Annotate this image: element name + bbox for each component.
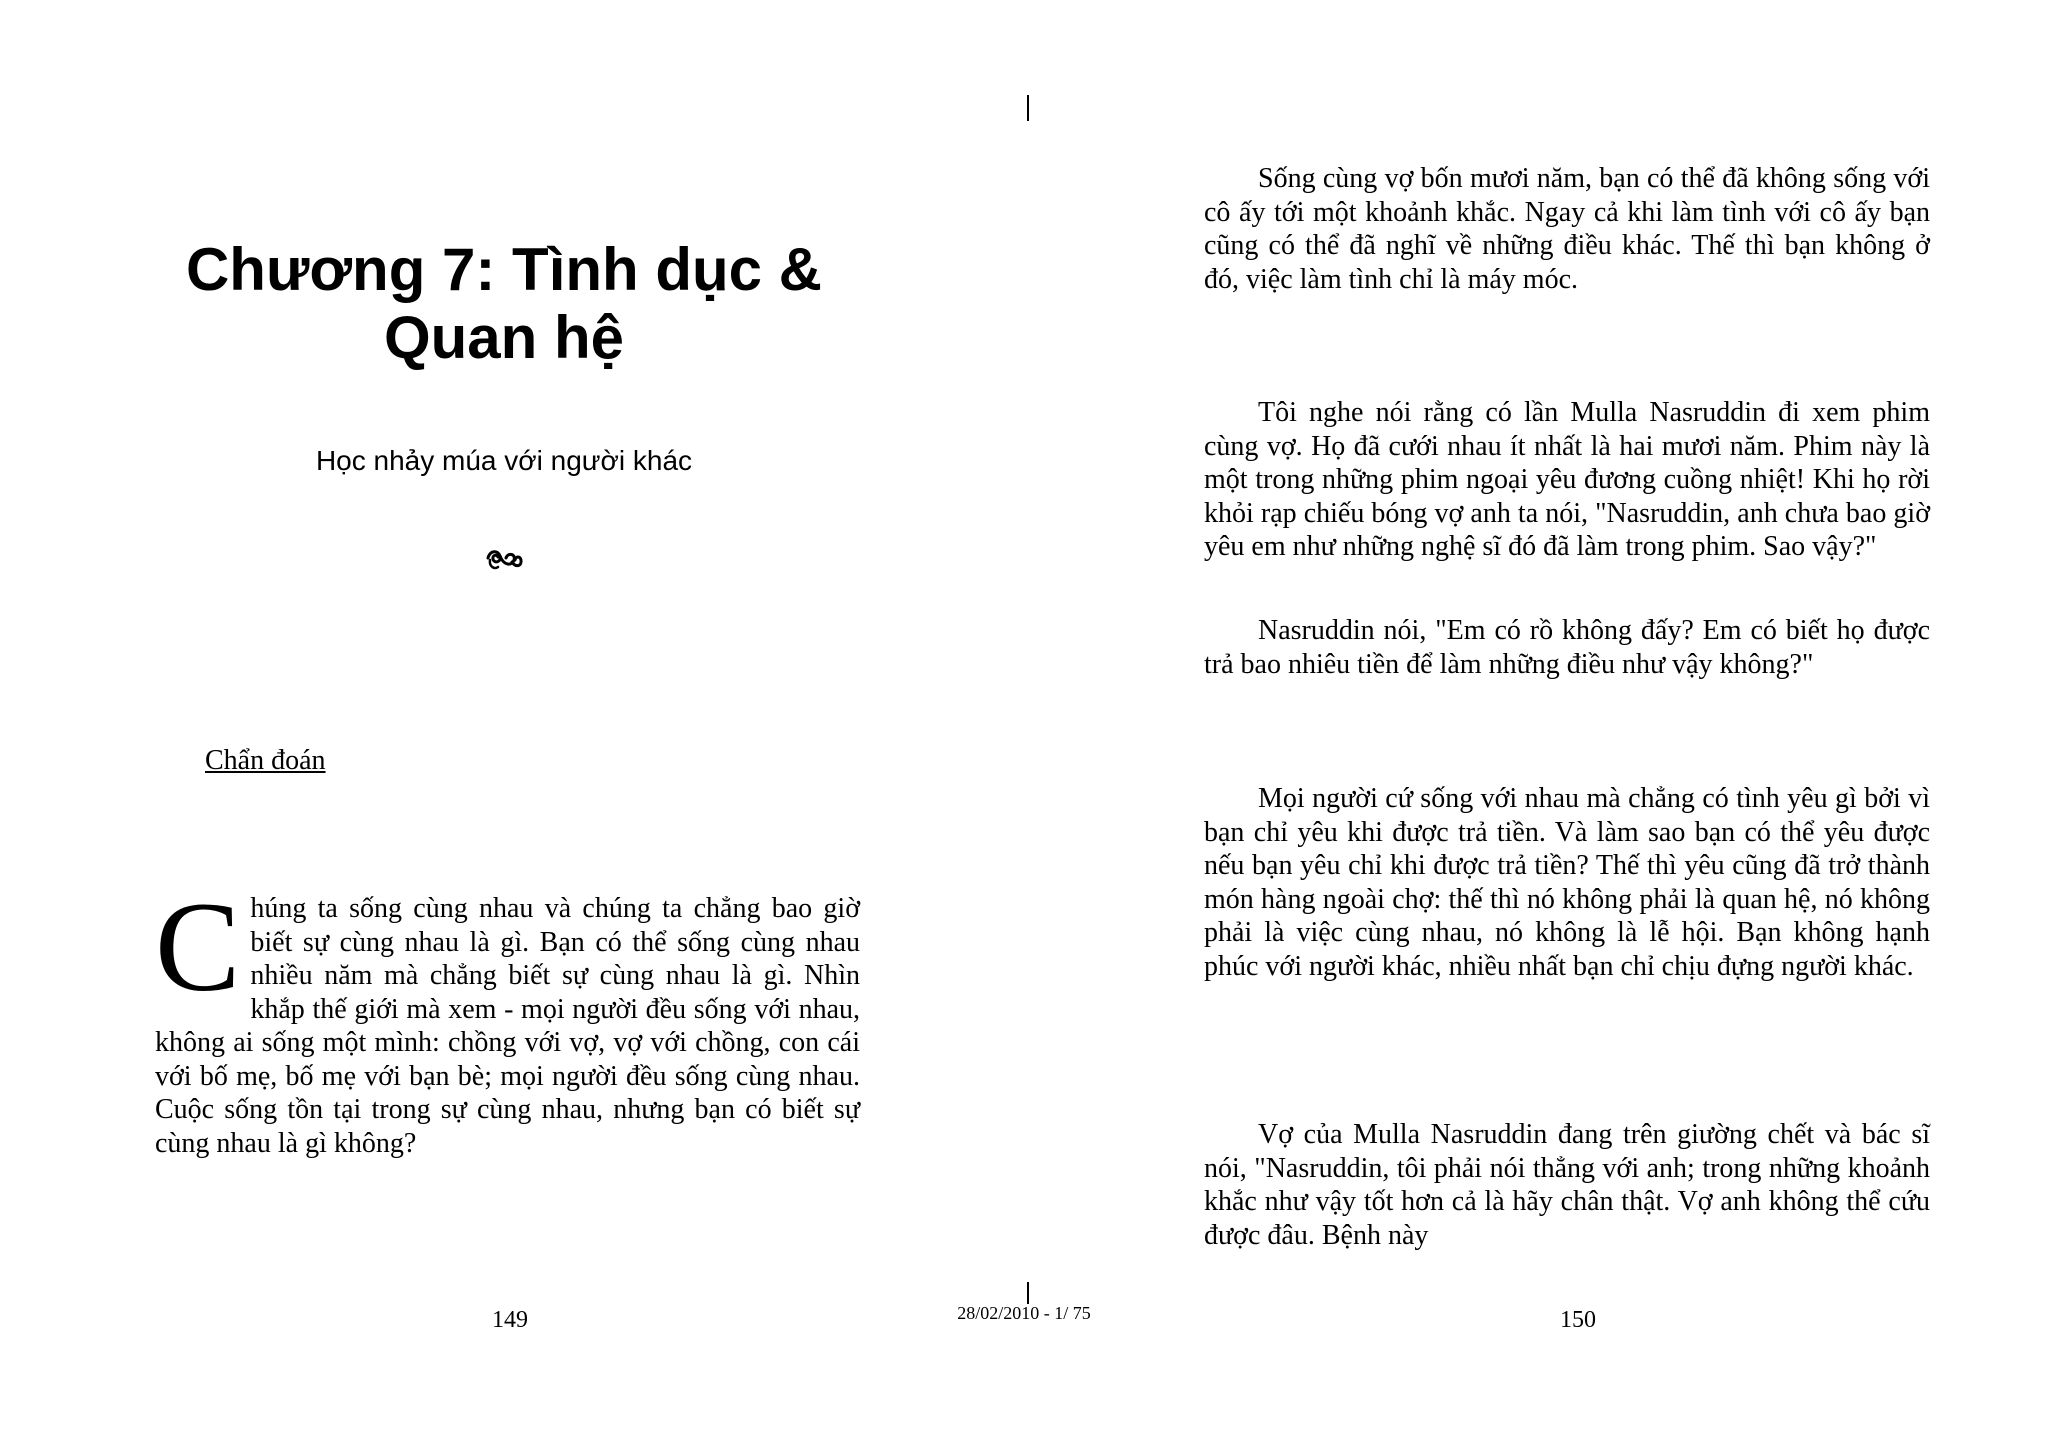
chapter-subtitle: Học nhảy múa với người khác xyxy=(315,445,693,476)
right-paragraph-5: Vợ của Mulla Nasruddin đang trên giường chết và bác sĩ nói, "Nasruddin, tôi phải nói thẳng với anh; trong những khoảnh khắc như vậy tốt hơn cả là hãy chân thật. Vợ anh không thể cứu được đâu. Bệnh này xyxy=(1204,1119,1930,1251)
opening-paragraph xyxy=(155,876,860,1160)
section-heading: Chẩn đoán xyxy=(205,745,326,776)
page-number-left: 149 xyxy=(492,1307,528,1333)
right-paragraph-4: Mọi người cứ sống với nhau mà chẳng có tình yêu gì bởi vì bạn chỉ yêu khi được trả tiền. Và làm sao bạn có thể yêu được nếu bạn yêu chỉ khi được trả tiền? Thế thì yêu cũng đã trở thành món hàng ngoài chợ: thế thì nó không phải là quan hệ, nó không phải là việc cùng nhau, nó không là lễ hội. Bạn không hạnh phúc với người khác, nhiều nhất bạn chỉ chịu đựng người khác. xyxy=(1204,783,1930,982)
swirl-ornament-icon xyxy=(484,542,524,578)
opening-paragraph-text: húng ta sống cùng nhau và chúng ta chẳng bao giờ biết sự cùng nhau là gì. Bạn có thể sống cùng nhau nhiều năm mà chẳng biết sự cùng nhau là gì. Nhìn khắp thế giới mà xem - mọi người đều sống với nhau, không ai sống một mình: chồng với vợ, vợ với chồng, con cái với bố mẹ, bố mẹ với bạn bè; mọi người đều sống cùng nhau. Cuộc sống tồn tại trong sự cùng nhau, nhưng bạn có biết sự cùng nhau là gì không? xyxy=(155,893,860,1159)
right-paragraph-1: Sống cùng vợ bốn mươi năm, bạn có thể đã không sống với cô ấy tới một khoảnh khắc. Ngay cả khi làm tình với cô ấy bạn cũng có thể đã nghĩ về những điều khác. Thế thì bạn không ở đó, việc làm tình chỉ là máy móc. xyxy=(1204,163,1930,295)
right-paragraph-3: Nasruddin nói, "Em có rồ không đấy? Em có biết họ được trả bao nhiêu tiền để làm những điều như vậy không?" xyxy=(1204,615,1930,680)
right-page xyxy=(1024,0,2048,1448)
chapter-title-line2: Quan hệ xyxy=(383,304,625,371)
right-paragraph-2: Tôi nghe nói rằng có lần Mulla Nasruddin đi xem phim cùng vợ. Họ đã cưới nhau ít nhất là hai mươi năm. Phim này là một trong những phim ngoại yêu đương cuồng nhiệt! Khi họ rời khỏi rạp chiếu bóng vợ anh ta nói, "Nasruddin, anh chưa bao giờ yêu em như những nghệ sĩ đó đã làm trong phim. Sao vậy?" xyxy=(1204,397,1930,562)
drop-cap: C xyxy=(155,876,241,1018)
chapter-title-line1: Chương 7: Tình dục & xyxy=(185,236,823,303)
footer-date: 28/02/2010 - 1/ 75 xyxy=(957,1303,1091,1323)
chapter-title xyxy=(140,236,868,372)
page-number-right: 150 xyxy=(1560,1307,1596,1333)
